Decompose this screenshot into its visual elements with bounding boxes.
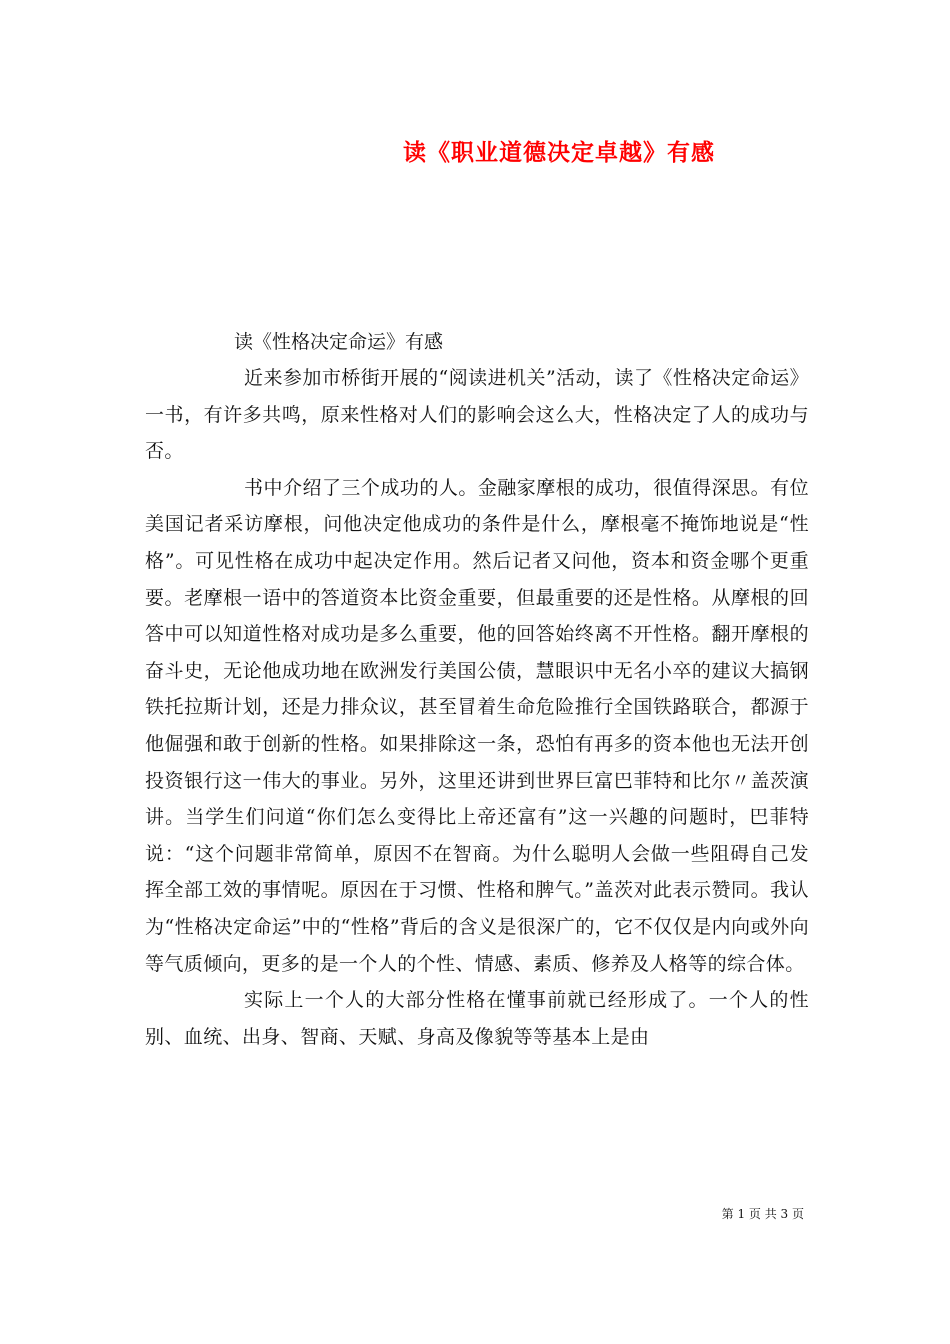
paragraph-1: 近来参加市桥街开展的“阅读进机关”活动，读了《性格决定命运》一书，有许多共鸣，原来性格对人们的影响会这么大，性格决定了人的成功与否。 bbox=[145, 367, 809, 463]
paragraph-3: 实际上一个人的大部分性格在懂事前就已经形成了。一个人的性别、血统、出身、智商、天赋、身高及像貌等等基本上是由 bbox=[145, 989, 809, 1048]
article-body bbox=[145, 325, 809, 1055]
article-subtitle: 读《性格决定命运》有感 bbox=[234, 331, 444, 353]
paragraph-2: 书中介绍了三个成功的人。金融家摩根的成功，很值得深思。有位美国记者采访摩根，问他决定他成功的条件是什么，摩根毫不掩饰地说是“性格”。可见性格在成功中起决定作用。然后记者又问他，资本和资金哪个更重要。老摩根一语中的答道资本比资金重要，但最重要的还是性格。从摩根的回答中可以知道性格对成功是多么重要，他的回答始终离不开性格。翻开摩根的奋斗史，无论他成功地在欧洲发行美国公债，慧眼识中无名小卒的建议大搞钢铁托拉斯计划，还是力排众议，甚至冒着生命危险推行全国铁路联合，都源于他倔强和敢于创新的性格。如果排除这一条，恐怕有再多的资本他也无法开创投资银行这一伟大的事业。另外，这里还讲到世界巨富巴菲特和比尔〃盖茨演讲。当学生们问道“你们怎么变得比上帝还富有”这一兴趣的问题时，巴菲特说：“这个问题非常简单，原因不在智商。为什么聪明人会做一些阻碍自己发挥全部工效的事情呢。原因在于习惯、性格和脾气。”盖茨对此表示赞同。我认为“性格决定命运”中的“性格”背后的含义是很深广的，它不仅仅是内向或外向等气质倾向，更多的是一个人的个性、情感、素质、修养及人格等的综合体。 bbox=[145, 476, 809, 975]
page-footer: 第 1 页 共 3 页 bbox=[721, 1207, 804, 1221]
page-title: 读《职业道德决定卓越》有感 bbox=[403, 139, 715, 166]
